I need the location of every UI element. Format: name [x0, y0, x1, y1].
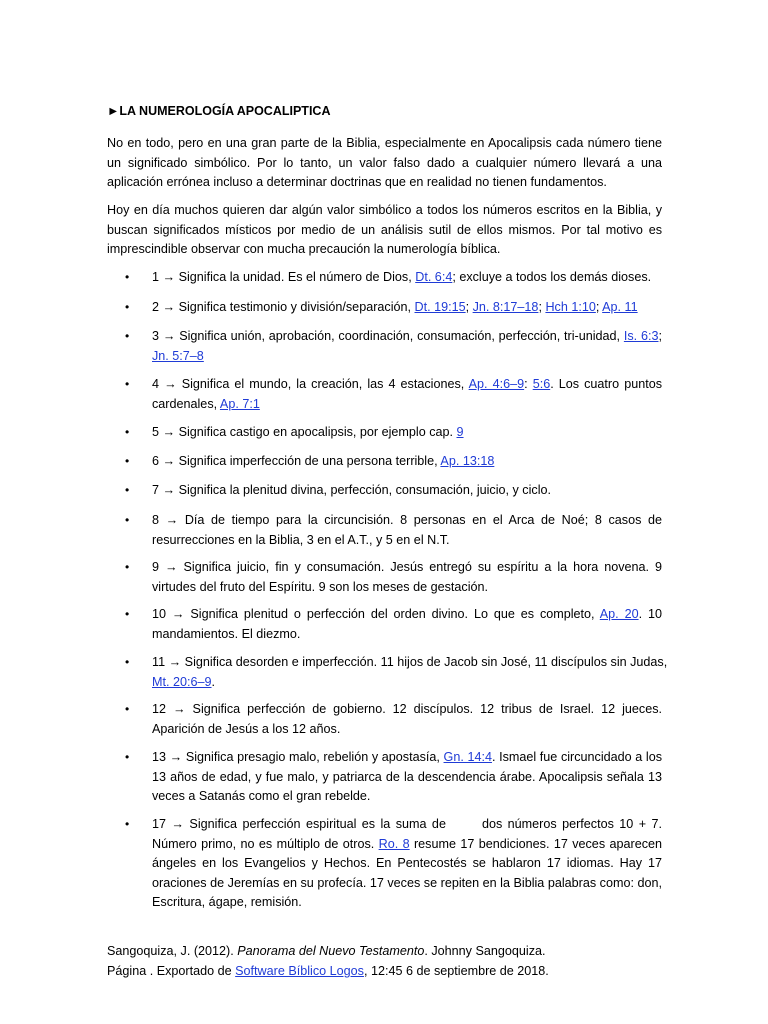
- bullet: •: [125, 702, 130, 716]
- bullet: •: [125, 329, 130, 343]
- scripture-link[interactable]: Ap. 7:1: [219, 396, 260, 411]
- scripture-link[interactable]: Dt. 19:15: [414, 300, 466, 314]
- bullet: •: [125, 513, 130, 527]
- scripture-link[interactable]: Ap. 13:18: [440, 454, 495, 468]
- intro-paragraph-1: No en todo, pero en una gran parte de la Biblia, especialmente en Apocalipsis cada número tiene un significado simbólico. Por lo tanto, un valor falso dado a cualquier número llevará a una aplicación errónea incluso a determinar doctrinas que en realidad no tienen fundamentos.: [107, 136, 662, 189]
- scripture-link[interactable]: 9: [456, 425, 464, 439]
- scripture-link[interactable]: Ro. 8: [378, 836, 410, 851]
- scripture-link[interactable]: Gn. 14:4: [443, 750, 492, 764]
- bullet: •: [125, 483, 130, 497]
- scripture-link[interactable]: Jn. 8:17–18: [472, 300, 539, 314]
- scripture-link[interactable]: Is. 6:3: [623, 329, 659, 343]
- section-heading: ►LA NUMEROLOGÍA APOCALIPTICA: [107, 104, 331, 118]
- bullet: •: [125, 425, 130, 439]
- export-line: Página . Exportado de Software Bíblico Logos, 12:45 6 de septiembre de 2018.: [107, 964, 549, 978]
- scripture-link[interactable]: Mt. 20:6–9: [152, 674, 212, 689]
- scripture-link[interactable]: Ap. 11: [602, 300, 638, 314]
- bullet: •: [125, 377, 130, 391]
- bullet: •: [125, 817, 130, 831]
- bullet: •: [125, 750, 130, 764]
- scripture-link[interactable]: Dt. 6:4: [415, 270, 453, 284]
- scripture-link[interactable]: Jn. 5:7–8: [152, 348, 204, 363]
- bullet: •: [125, 300, 130, 314]
- bullet: •: [125, 270, 130, 284]
- bullet: •: [125, 655, 130, 669]
- scripture-link[interactable]: Hch 1:10: [545, 300, 596, 314]
- logos-software-link[interactable]: Software Bíblico Logos: [235, 964, 364, 978]
- bullet: •: [125, 607, 130, 621]
- intro-paragraph-2: Hoy en día muchos quieren dar algún valor simbólico a todos los números escritos en la Biblia, y buscan significados místicos por medio de un análisis sutil de ellos mismos. Por tal motivo es imprescindible observar con mucha precaución la numerología bíblica.: [107, 203, 662, 256]
- scripture-link[interactable]: Ap. 4:6–9: [468, 377, 525, 391]
- scripture-link[interactable]: 5:6: [532, 377, 551, 391]
- bullet: •: [125, 454, 130, 468]
- citation-line: Sangoquiza, J. (2012). Panorama del Nuevo Testamento. Johnny Sangoquiza.: [107, 944, 546, 958]
- scripture-link[interactable]: Ap. 20: [599, 607, 639, 621]
- book-title: Panorama del Nuevo Testamento: [237, 944, 425, 958]
- bullet: •: [125, 560, 130, 574]
